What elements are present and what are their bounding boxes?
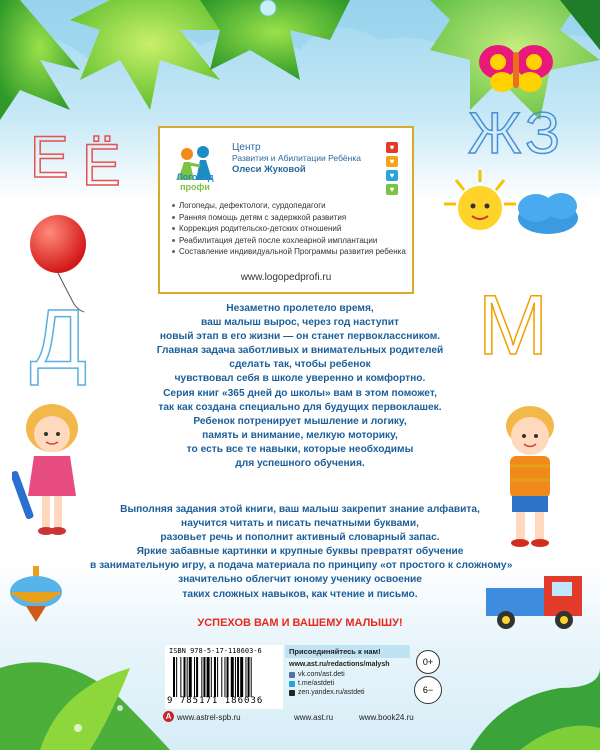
footer-link-ast[interactable]: www.ast.ru — [294, 713, 334, 722]
text-line: для успешного обучения. — [235, 458, 365, 470]
text-line: Выполняя задания этой книги, ваш малыш закрепит знание алфавита, — [120, 504, 480, 515]
text-line: сделать так, чтобы ребенок — [229, 359, 371, 371]
text-line: таких сложных навыков, как чтение и письмо. — [182, 588, 418, 600]
age-rating-badge-0: 0+ — [416, 650, 440, 674]
center-title — [232, 142, 361, 175]
barcode-bar — [207, 657, 210, 697]
list-item: Реабилитация детей после кохлеарной имплантации — [172, 235, 408, 247]
services-list — [172, 200, 408, 258]
center-title-line2: Развития и Абилитации Ребёнка — [232, 153, 361, 163]
sun-icon — [436, 168, 596, 248]
book-description-paragraph — [90, 503, 513, 602]
barcode-bar — [184, 657, 186, 697]
social-link-text: vk.com/ast.deti — [298, 671, 345, 678]
center-title-line1: Центр — [232, 142, 261, 153]
barcode-bar — [214, 657, 216, 697]
age-rating-badge-6: 6− — [414, 676, 442, 704]
barcode-bar — [224, 657, 225, 697]
logo-text-top: Логопед — [176, 172, 214, 182]
dashed-letter-m: М — [478, 278, 548, 372]
text-line: чувствовал себя в школе уверенно и комфортно. — [174, 373, 426, 385]
barcode-bar — [248, 657, 250, 697]
text-line: Серия книг «365 дней до школы» вам в этом поможет, — [163, 387, 437, 399]
social-link-text: t.me/astdeti — [298, 680, 335, 687]
dashed-letter-z: З — [525, 101, 561, 166]
list-item: Составление индивидуальной Программы развития ребенка — [172, 246, 408, 258]
intro-paragraph — [90, 302, 510, 471]
balloon-icon — [28, 214, 90, 314]
join-us-block — [285, 645, 410, 709]
barcode-bar — [245, 657, 246, 697]
spinning-top-icon — [6, 564, 66, 624]
heart-square-icon: ♥ — [386, 156, 398, 167]
center-title-line3: Олеси Жуковой — [232, 164, 306, 175]
barcode-bar — [227, 657, 229, 697]
dashed-letter-d: Д — [30, 292, 87, 386]
isbn-digits: 9 785171 186036 — [167, 696, 264, 706]
isbn-barcode-block — [165, 645, 283, 709]
heart-square-icon: ♥ — [386, 142, 398, 153]
heart-square-icon: ♥ — [386, 184, 398, 195]
barcode-bar — [173, 657, 175, 697]
barcode-bar — [221, 657, 222, 697]
social-link-text: zen.yandex.ru/astdeti — [298, 689, 365, 696]
text-line: в занимательную игру, а подача материала по принципу «от простого к сложному» — [90, 560, 513, 572]
text-line: то есть все те навыки, которые необходимы — [186, 443, 414, 455]
text-line: Главная задача заботливых и внимательных родителей — [156, 345, 444, 357]
logo-wordmark — [168, 172, 222, 192]
text-line: Яркие забавные картинки и крупные буквы превратят обучение — [136, 546, 464, 558]
social-link-vk[interactable] — [285, 670, 410, 679]
barcode-bar — [251, 657, 252, 697]
butterfly-icon — [478, 42, 554, 94]
publisher-url-link[interactable]: www.ast.ru/redactions/malysh — [289, 661, 390, 668]
barcode-image — [173, 657, 277, 697]
barcode-bar — [235, 657, 236, 697]
barcode-bar — [194, 657, 195, 697]
barcode-bar — [187, 657, 188, 697]
list-item: Ранняя помощь детям с задержкой развития — [172, 212, 408, 224]
text-line: разовьет речь и пополнит активный словарный запас. — [160, 532, 440, 544]
dashed-letter-e: Е — [30, 125, 69, 190]
barcode-bar — [189, 657, 192, 697]
list-item: Логопеды, дефектологи, сурдопедагоги — [172, 200, 408, 212]
text-line: Ребенок потренирует мышление и логику, — [193, 415, 407, 427]
text-line: значительно облегчит юному ученику освоение — [178, 574, 422, 586]
heart-square-icon: ♥ — [386, 170, 398, 181]
barcode-bar — [201, 657, 202, 697]
girl-illustration — [12, 400, 92, 540]
social-link-zen[interactable] — [285, 688, 410, 697]
list-item: Коррекция родительско-детских отношений — [172, 223, 408, 235]
vk-icon — [289, 672, 295, 678]
barcode-bar — [180, 657, 181, 697]
barcode-bar — [240, 657, 243, 697]
social-link-telegram[interactable] — [285, 679, 410, 688]
barcode-bar — [196, 657, 198, 697]
barcode-bar — [231, 657, 234, 697]
barcode-bar — [176, 657, 177, 697]
slogan: УСПЕХОВ ВАМ И ВАШЕМУ МАЛЫШУ! — [197, 617, 403, 629]
text-line: научится читать и писать печатными буквами, — [181, 518, 419, 530]
dashed-letter-yo: Ё — [82, 133, 121, 198]
text-line: так как создана специально для будущих первоклашек. — [158, 401, 442, 413]
join-us-header: Присоединяйтесь к нам! — [285, 645, 410, 658]
text-line: Незаметно пролетело время, — [226, 303, 374, 314]
isbn-label: ISBN 978-5-17-118603-6 — [169, 647, 262, 655]
text-line: новый этап в его жизни — он станет первоклассником. — [159, 331, 441, 343]
barcode-bar — [237, 657, 239, 697]
logo-text-bottom: профи — [180, 182, 210, 192]
footer-link-astrel[interactable]: www.astrel-spb.ru — [177, 713, 241, 722]
text-line: ваш малыш вырос, через год наступит — [201, 317, 399, 329]
dashed-letter-zh: Ж — [468, 101, 522, 166]
text-line: память и внимание, мелкую моторику, — [202, 429, 398, 441]
barcode-bar — [211, 657, 212, 697]
telegram-icon — [289, 681, 295, 687]
zen-icon — [289, 690, 295, 696]
barcode-bar — [217, 657, 218, 697]
logopedprofi-info-card — [158, 126, 414, 294]
footer-link-book24[interactable]: www.book24.ru — [359, 713, 414, 722]
astrel-logo-icon: A — [163, 711, 174, 722]
barcode-bar — [203, 657, 205, 697]
center-website-link[interactable]: www.logopedprofi.ru — [240, 272, 332, 283]
